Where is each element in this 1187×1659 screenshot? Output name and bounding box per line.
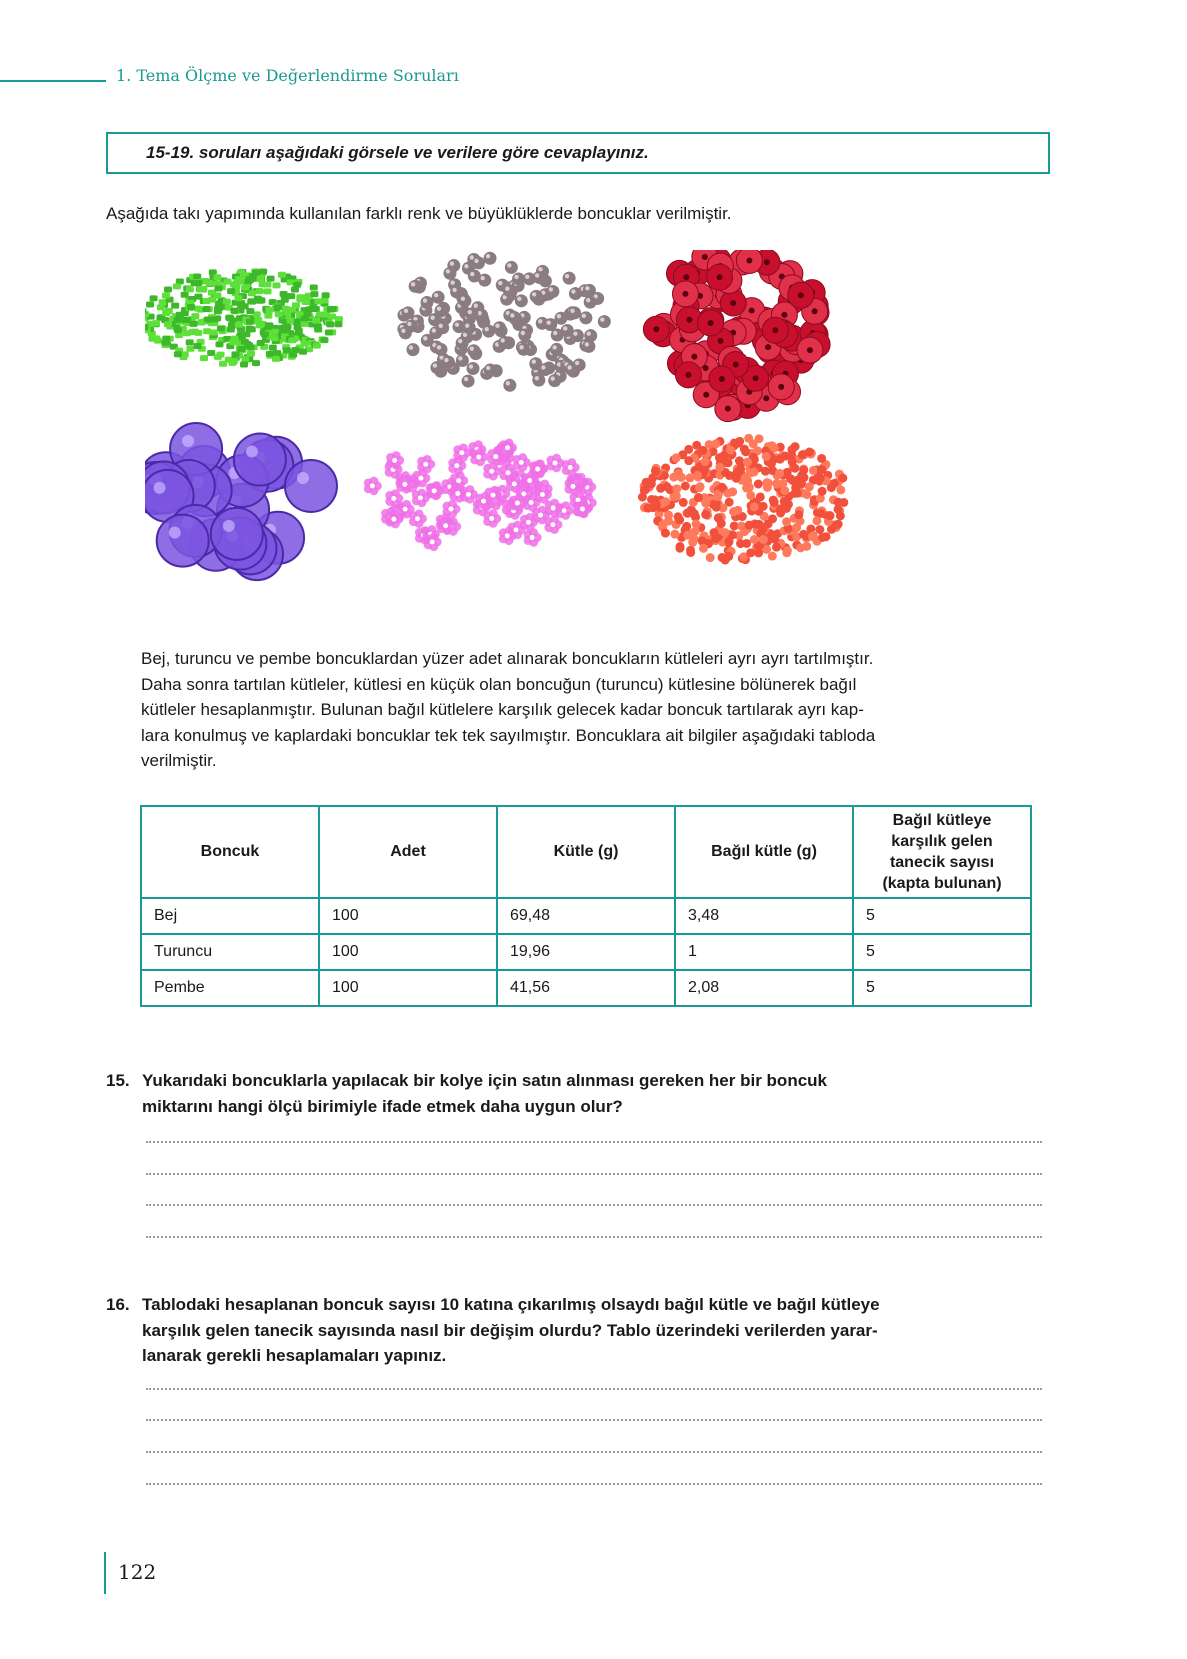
table-cell: 5 — [853, 970, 1031, 1006]
header-adet: Adet — [319, 806, 497, 898]
intro-text: Aşağıda takı yapımında kullanılan farklı renk ve büyüklüklerde boncuklar verilmiştir. — [106, 204, 732, 223]
answer-line[interactable] — [146, 1388, 1042, 1390]
instruction-box — [106, 132, 1050, 174]
green-beads-image — [145, 268, 343, 367]
answer-line[interactable] — [146, 1419, 1042, 1421]
paragraph-line: kütleler hesaplanmıştır. Bulunan bağıl kütlelere karşılık gelecek kadar boncuk tartılarak ayrı kap- — [141, 700, 864, 719]
table-cell: 1 — [675, 934, 853, 970]
orange-pearl-beads-image — [638, 434, 848, 565]
table-cell: 19,96 — [497, 934, 675, 970]
red-sequin-beads-image — [643, 250, 830, 422]
answer-line[interactable] — [146, 1451, 1042, 1453]
page-number-bar — [104, 1552, 106, 1594]
header-tanecik-sayisi — [853, 806, 1031, 898]
header-boncuk: Boncuk — [141, 806, 319, 898]
answer-line[interactable] — [146, 1141, 1042, 1143]
header-line: karşılık gelen — [891, 833, 993, 850]
table-cell: 5 — [853, 934, 1031, 970]
table-row — [141, 898, 1031, 934]
table-header-row — [141, 806, 1031, 898]
table-cell: Pembe — [141, 970, 319, 1006]
answer-line[interactable] — [146, 1236, 1042, 1238]
header-line: Bağıl kütleye — [892, 812, 992, 829]
answer-line[interactable] — [146, 1173, 1042, 1175]
table-cell: 100 — [319, 934, 497, 970]
purple-crystal-beads-image — [145, 423, 337, 580]
section-title: 1. Tema Ölçme ve Değerlendirme Soruları — [116, 66, 459, 85]
table-cell: 41,56 — [497, 970, 675, 1006]
header-line: tanecik sayısı — [889, 854, 995, 871]
table-cell: Turuncu — [141, 934, 319, 970]
header-rule — [0, 80, 106, 82]
bead-data-table — [140, 805, 1032, 1007]
question-line: lanarak gerekli hesaplamaları yapınız. — [142, 1346, 447, 1365]
table-cell: 2,08 — [675, 970, 853, 1006]
table-cell: 5 — [853, 898, 1031, 934]
answer-line[interactable] — [146, 1483, 1042, 1485]
pink-flower-beads-image — [364, 438, 597, 551]
question-text — [142, 1292, 1088, 1369]
question-number: 16. — [106, 1295, 130, 1314]
paragraph-line: lara konulmuş ve kaplardaki boncuklar tek tek sayılmıştır. Boncuklara ait bilgiler aşağıdaki tabloda — [141, 725, 876, 745]
question-line: karşılık gelen tanecik sayısında nasıl bir değişim olurdu? Tablo üzerindeki verilerden yarar- — [142, 1320, 878, 1340]
table-row — [141, 934, 1031, 970]
paragraph-line: verilmiştir. — [141, 751, 217, 770]
paragraph-line: Daha sonra tartılan kütleler, kütlesi en küçük olan boncuğun (turuncu) kütlesine bölünerek bağıl — [141, 674, 857, 694]
table-cell: 69,48 — [497, 898, 675, 934]
page-number: 122 — [118, 1560, 157, 1584]
table-row — [141, 970, 1031, 1006]
question-line: miktarını hangi ölçü birimiyle ifade etmek daha uygun olur? — [142, 1096, 623, 1116]
header-bagil-kutle: Bağıl kütle (g) — [675, 806, 853, 898]
grey-pearl-beads-image — [397, 252, 610, 392]
question-line: Yukarıdaki boncuklarla yapılacak bir kolye için satın alınması gereken her bir boncuk — [142, 1071, 827, 1090]
beads-illustration — [145, 250, 915, 620]
answer-line[interactable] — [146, 1204, 1042, 1206]
description-paragraph — [141, 646, 1041, 774]
table-cell: 3,48 — [675, 898, 853, 934]
instruction-text: 15-19. soruları aşağıdaki görsele ve verilere göre cevaplayınız. — [146, 143, 649, 162]
table-cell: 100 — [319, 898, 497, 934]
question-line: Tablodaki hesaplanan boncuk sayısı 10 katına çıkarılmış olsaydı bağıl kütle ve bağıl kütleye — [142, 1295, 880, 1314]
paragraph-line: Bej, turuncu ve pembe boncuklardan yüzer adet alınarak boncukların kütleleri ayrı ayrı tartılmıştır. — [141, 649, 874, 668]
question-number: 15. — [106, 1071, 130, 1090]
header-line: (kapta bulunan) — [882, 875, 1002, 892]
table-cell: 100 — [319, 970, 497, 1006]
header-kutle: Kütle (g) — [497, 806, 675, 898]
question-text — [142, 1068, 1088, 1119]
table-cell: Bej — [141, 898, 319, 934]
